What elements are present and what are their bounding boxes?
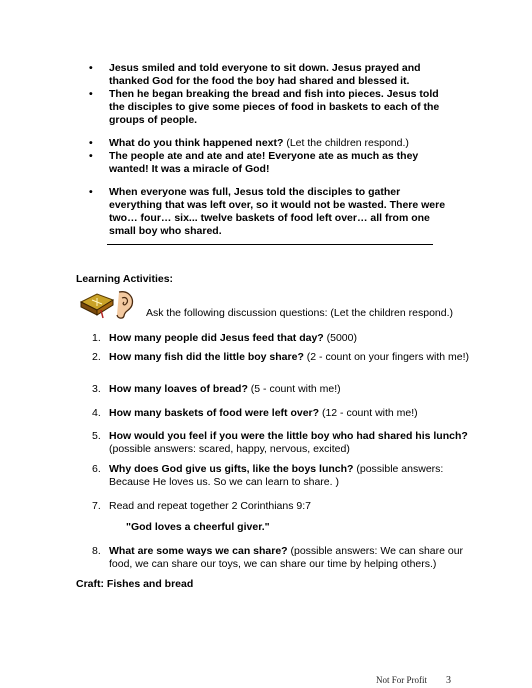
clipart-icons <box>79 288 135 320</box>
bullet-item <box>89 150 449 176</box>
bible-icon <box>79 288 135 320</box>
item-number: 8. <box>92 545 101 557</box>
bullet-text: Then he began breaking the bread and fish into pieces. Jesus told the disciples to give some pieces of food in baskets to each of the groups of people. <box>109 88 440 126</box>
item-text: How many fish did the little boy share? (2 - count on your fingers with me!) <box>109 351 470 363</box>
item-number: 6. <box>92 463 101 475</box>
bullet-text: What do you think happened next? (Let the children respond.) <box>109 137 409 149</box>
item-text: How many baskets of food were left over? (12 - count with me!) <box>109 407 418 419</box>
list-item <box>92 430 472 456</box>
list-item <box>92 407 472 420</box>
horizontal-rule <box>107 244 433 245</box>
item-text: How many loaves of bread? (5 - count with me!) <box>109 383 341 395</box>
page-number: 3 <box>446 675 451 686</box>
bullet-dot: • <box>89 88 93 100</box>
list-item <box>92 332 472 345</box>
item-text: Read and repeat together 2 Corinthians 9:7 <box>109 500 311 512</box>
bullet-dot: • <box>89 150 93 162</box>
item-text: How many people did Jesus feed that day? (5000) <box>109 332 357 344</box>
bullet-dot: • <box>89 137 93 149</box>
item-number: 4. <box>92 407 101 419</box>
discussion-instruction: Ask the following discussion questions: (Let the children respond.) <box>146 307 454 319</box>
bullet-text: When everyone was full, Jesus told the disciples to gather everything that was left over, so it would not be wasted. There were two… four… six... twelve baskets of food left over… all from one small boy who shared. <box>109 186 446 237</box>
bullet-item <box>89 88 449 127</box>
bullet-dot: • <box>89 62 93 74</box>
bullet-item <box>89 137 449 150</box>
bullet-item <box>89 62 449 88</box>
ear-icon <box>117 292 132 318</box>
learning-activities-heading: Learning Activities: <box>76 273 174 285</box>
list-item <box>92 500 472 513</box>
bullet-dot: • <box>89 186 93 198</box>
item-text: How would you feel if you were the little boy who had shared his lunch? (possible answers: scared, happy, nervous, excited) <box>109 430 468 455</box>
footer-text: Not For Profit <box>376 675 428 685</box>
craft-heading: Craft: Fishes and bread <box>76 578 194 590</box>
item-number: 5. <box>92 430 101 442</box>
item-text: What are some ways we can share? (possible answers: We can share our food, we can share our toys, we can share our time by helping others.) <box>109 545 464 570</box>
list-item <box>92 545 472 571</box>
bullet-text: Jesus smiled and told everyone to sit down. Jesus prayed and thanked God for the food the boy had shared and blessed it. <box>109 62 421 87</box>
list-item <box>92 351 472 364</box>
item-number: 3. <box>92 383 101 395</box>
item-number: 1. <box>92 332 101 344</box>
list-item <box>92 383 472 396</box>
item-number: 7. <box>92 500 101 512</box>
item-number: 2. <box>92 351 101 363</box>
item-text: Why does God give us gifts, like the boys lunch? (possible answers: Because He loves us. So we can learn to share. ) <box>109 463 444 488</box>
list-item <box>92 463 472 489</box>
memory-verse: "God loves a cheerful giver." <box>126 521 270 533</box>
bullet-text: The people ate and ate and ate! Everyone ate as much as they wanted! It was a miracle of God! <box>109 150 419 175</box>
bullet-item <box>89 186 449 238</box>
